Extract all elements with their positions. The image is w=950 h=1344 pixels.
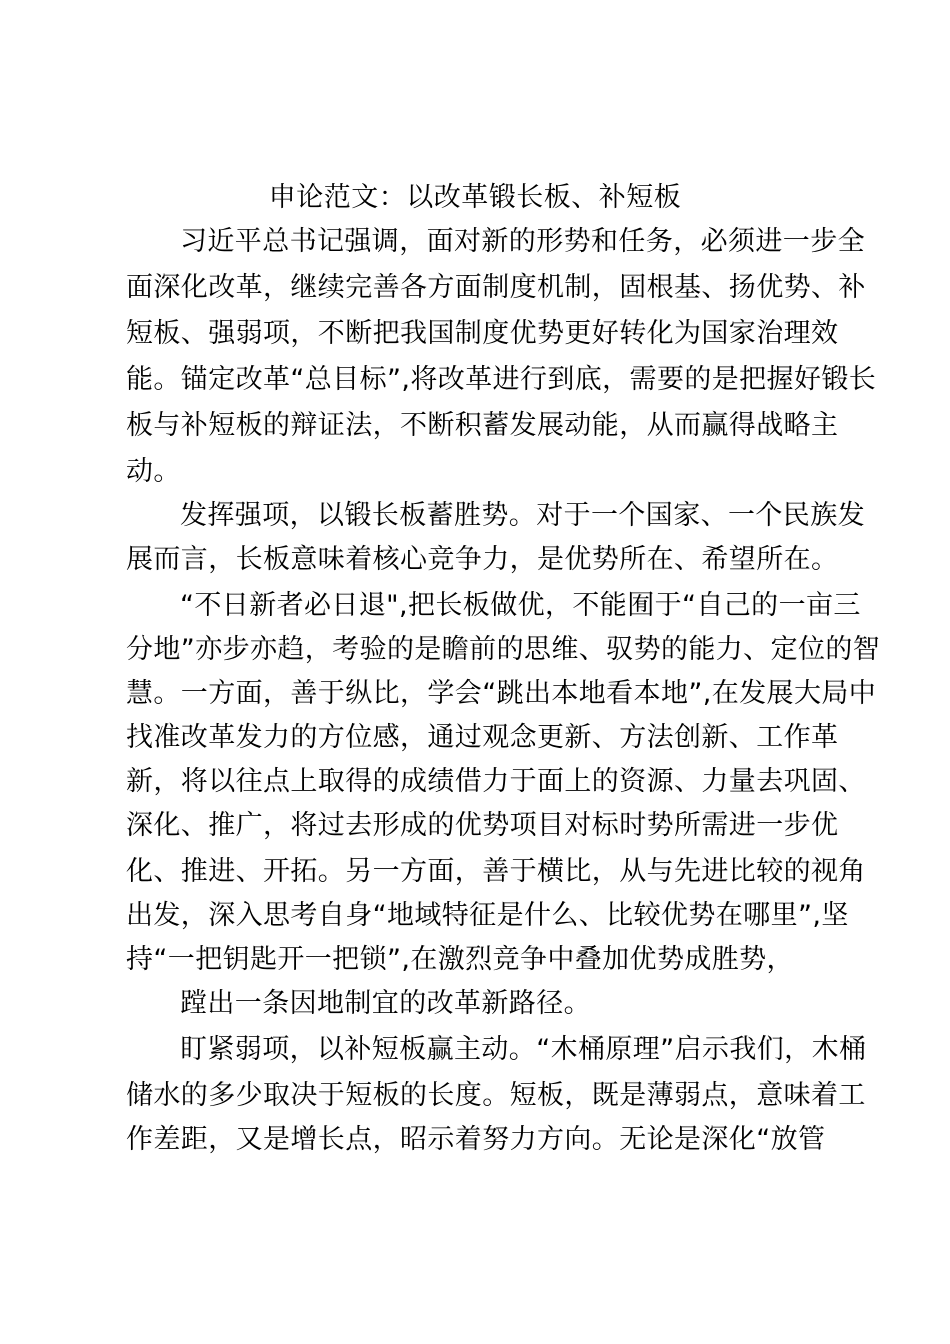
text-line: 深化、推广，将过去形成的优势项目对标时势所需进一步优 xyxy=(126,810,839,841)
text-line: 出发，深入思考自身“地域特征是什么、比较优势在哪里”,坚 xyxy=(126,900,849,931)
text-line: 慧。一方面，善于纵比，学会“跳出本地看本地”,在发展大局中 xyxy=(126,678,877,709)
text-line: 新，将以往点上取得的成绩借力于面上的资源、力量去巩固、 xyxy=(126,766,866,797)
text-line: 能。锚定改革“总目标”,将改革进行到底，需要的是把握好锻长 xyxy=(126,364,877,395)
text-line: 作差距，又是增长点，昭示着努力方向。无论是深化“放管 xyxy=(126,1124,826,1155)
text-line: 短板、强弱项，不断把我国制度优势更好转化为国家治理效 xyxy=(126,318,839,349)
text-line: 找准改革发力的方位感，通过观念更新、方法创新、工作革 xyxy=(126,722,839,753)
text-line: 分地”亦步亦趋，考验的是瞻前的思维、驭势的能力、定位的智 xyxy=(126,634,881,665)
text-line: 盯紧弱项，以补短板赢主动。“木桶原理”启示我们，木桶 xyxy=(180,1034,867,1065)
text-line: 持“一把钥匙开一把锁”,在激烈竞争中叠加优势成胜势， xyxy=(126,944,794,975)
text-line: 动。 xyxy=(126,456,181,487)
text-line: 储水的多少取决于短板的长度。短板，既是薄弱点，意味着工 xyxy=(126,1080,866,1111)
text-line: 面深化改革，继续完善各方面制度机制，固根基、扬优势、补 xyxy=(126,272,866,303)
text-line: “不日新者必日退",把长板做优，不能囿于“自己的一亩三 xyxy=(180,590,861,621)
text-line: 化、推进、开拓。另一方面，善于横比，从与先进比较的视角 xyxy=(126,856,866,887)
text-line: 展而言，长板意味着核心竞争力，是优势所在、希望所在。 xyxy=(126,544,839,575)
text-line: 板与补短板的辩证法，不断积蓄发展动能，从而赢得战略主 xyxy=(126,410,839,441)
text-line: 习近平总书记强调，面对新的形势和任务，必须进一步全 xyxy=(180,226,865,257)
document-title: 申论范文：以改革锻长板、补短板 xyxy=(268,182,682,213)
text-line: 蹚出一条因地制宜的改革新路径。 xyxy=(180,988,591,1019)
text-line: 发挥强项，以锻长板蓄胜势。对于一个国家、一个民族发 xyxy=(180,500,865,531)
